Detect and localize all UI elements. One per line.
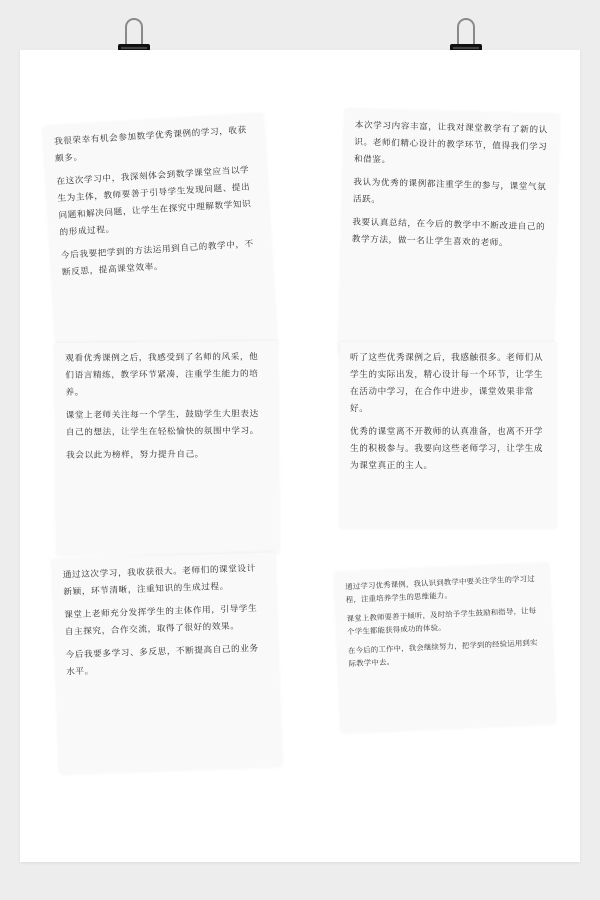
- poster-sheet: [20, 50, 580, 862]
- note-paragraph: 观看优秀课例之后，我感受到了名师的风采，他们语言精练，教学环节紧凑，注重学生能力的培养。: [65, 352, 259, 398]
- note-paragraph: 我很荣幸有机会参加数学优秀课例的学习，收获颇多。: [53, 125, 248, 165]
- handwritten-note: [340, 342, 556, 528]
- note-paragraph: 通过这次学习，我收获很大。老师们的课堂设计新颖，环节清晰，注重知识的生成过程。: [62, 563, 257, 598]
- note-paragraph: 今后我要多学习、多反思，不断提高自己的业务水平。: [65, 643, 259, 678]
- note-paragraph: 课堂上老师关注每一个学生，鼓励学生大胆表达自己的想法，让学生在轻松愉快的氛围中学习。: [65, 409, 259, 438]
- note-paragraph: 我会以此为榜样，努力提升自己。: [66, 449, 205, 461]
- note-paragraph: 通过学习优秀课例，我认识到教学中要关注学生的学习过程，注重培养学生的思维能力。: [345, 574, 536, 605]
- handwritten-note: [52, 552, 281, 774]
- note-paragraph: 听了这些优秀课例之后，我感触很多。老师们从学生的实际出发，精心设计每一个环节，让学生在活动中学习，在合作中进步，课堂效果非常好。: [350, 353, 544, 414]
- note-paragraph: 我认为优秀的课例都注重学生的参与，课堂气氛活跃。: [352, 177, 547, 206]
- note-paragraph: 课堂上老师充分发挥学生的主体作用，引导学生自主探究，合作交流，取得了很好的效果。: [64, 603, 258, 638]
- note-paragraph: 课堂上教师要善于倾听，及时给予学生鼓励和指导，让每个学生都能获得成功的体验。: [346, 605, 537, 637]
- note-paragraph: 今后我要把学到的方法运用到自己的教学中，不断反思，提高课堂效率。: [60, 239, 255, 279]
- handwritten-note: [43, 114, 277, 359]
- note-paragraph: 我要认真总结，在今后的教学中不断改进自己的教学方法，做一名让学生喜欢的老师。: [351, 217, 546, 249]
- note-paragraph: 本次学习内容丰富，让我对课堂教学有了新的认识。老师们精心设计的教学环节，值得我们学习和借鉴。: [353, 120, 548, 166]
- note-paragraph: 优秀的课堂离不开教师的认真准备，也离不开学生的积极参与。我要向这些老师学习，让学生成为课堂真正的主人。: [350, 427, 544, 471]
- handwritten-note: [55, 341, 279, 555]
- handwritten-note: [335, 563, 556, 732]
- note-paragraph: 在今后的工作中，我会继续努力，把学到的经验运用到实际教学中去。: [347, 637, 538, 669]
- note-paragraph: 在这次学习中，我深刻体会到数学课堂应当以学生为主体，教师要善于引导学生发现问题、提出问题和解决问题，让学生在探究中理解数学知识的形成过程。: [56, 165, 252, 239]
- handwritten-note: [339, 109, 559, 359]
